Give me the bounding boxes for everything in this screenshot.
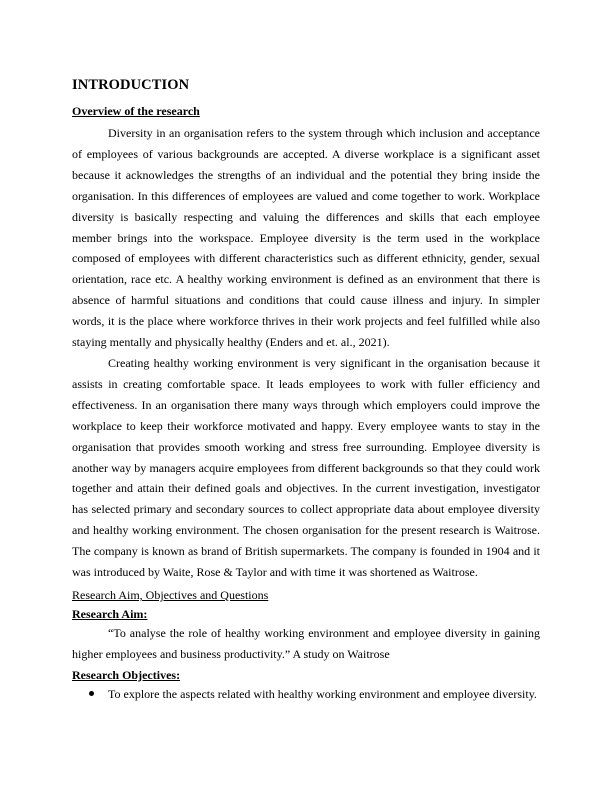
paragraph-healthy-environment: Creating healthy working environment is very significant in the organisation because it assists in creating comfortable space. It leads employees to work with fuller efficiency and effectiveness. In an organisation there many ways through which employers could improve the workplace to keep their workforce motivated and happy. Every employee wants to stay in the organisation that provides smooth working and stress free surrounding. Employee diversity is another way by managers acquire employees from different backgrounds so that they could work together and attain their defined goals and objectives. In the current investigation, investigator has selected primary and secondary sources to collect appropriate data about employee diversity and healthy working environment. The chosen organisation for the present research is Waitrose. The company is known as brand of British supermarkets. The company is founded in 1904 and it was introduced by Waite, Rose & Taylor and with time it was shortened as Waitrose. bbox=[72, 355, 540, 580]
page-content bbox=[72, 76, 540, 704]
objective-text: To explore the aspects related with healthy working environment and employee diversity. bbox=[108, 686, 537, 701]
paragraph-diversity: Diversity in an organisation refers to the system through which inclusion and acceptance of employees of various backgrounds are accepted. A diverse workplace is a significant asset because it acknowledges the strengths of an individual and the potential they bring inside the organisation. In this differences of employees are valued and come together to work. Workplace diversity is basically respecting and valuing the differences and skills that each employee member brings into the workspace. Employee diversity is the term used in the workplace composed of employees with different characteristics such as different ethnicity, gender, sexual orientation, race etc. A healthy working environment is defined as an environment that there is absence of harmful situations and conditions that could cause illness and injury. In simpler words, it is the place where workforce thrives in their work projects and feel fulfilled while also staying mentally and physically healthy (Enders and et. al., 2021). bbox=[72, 126, 540, 350]
section-heading: INTRODUCTION bbox=[72, 77, 190, 93]
objectives-list bbox=[72, 684, 540, 704]
research-aim-title: Research Aim: bbox=[72, 606, 148, 621]
list-item bbox=[72, 684, 540, 704]
overview-title: Overview of the research bbox=[72, 104, 200, 118]
research-objectives-title: Research Objectives: bbox=[72, 667, 181, 682]
research-aim-text: “To analyse the role of healthy working environment and employee diversity in gaining higher employees and business productivity.” A study on Waitrose bbox=[72, 625, 540, 661]
bullet-icon bbox=[89, 691, 94, 696]
aims-section-title: Research Aim, Objectives and Questions bbox=[72, 587, 269, 602]
